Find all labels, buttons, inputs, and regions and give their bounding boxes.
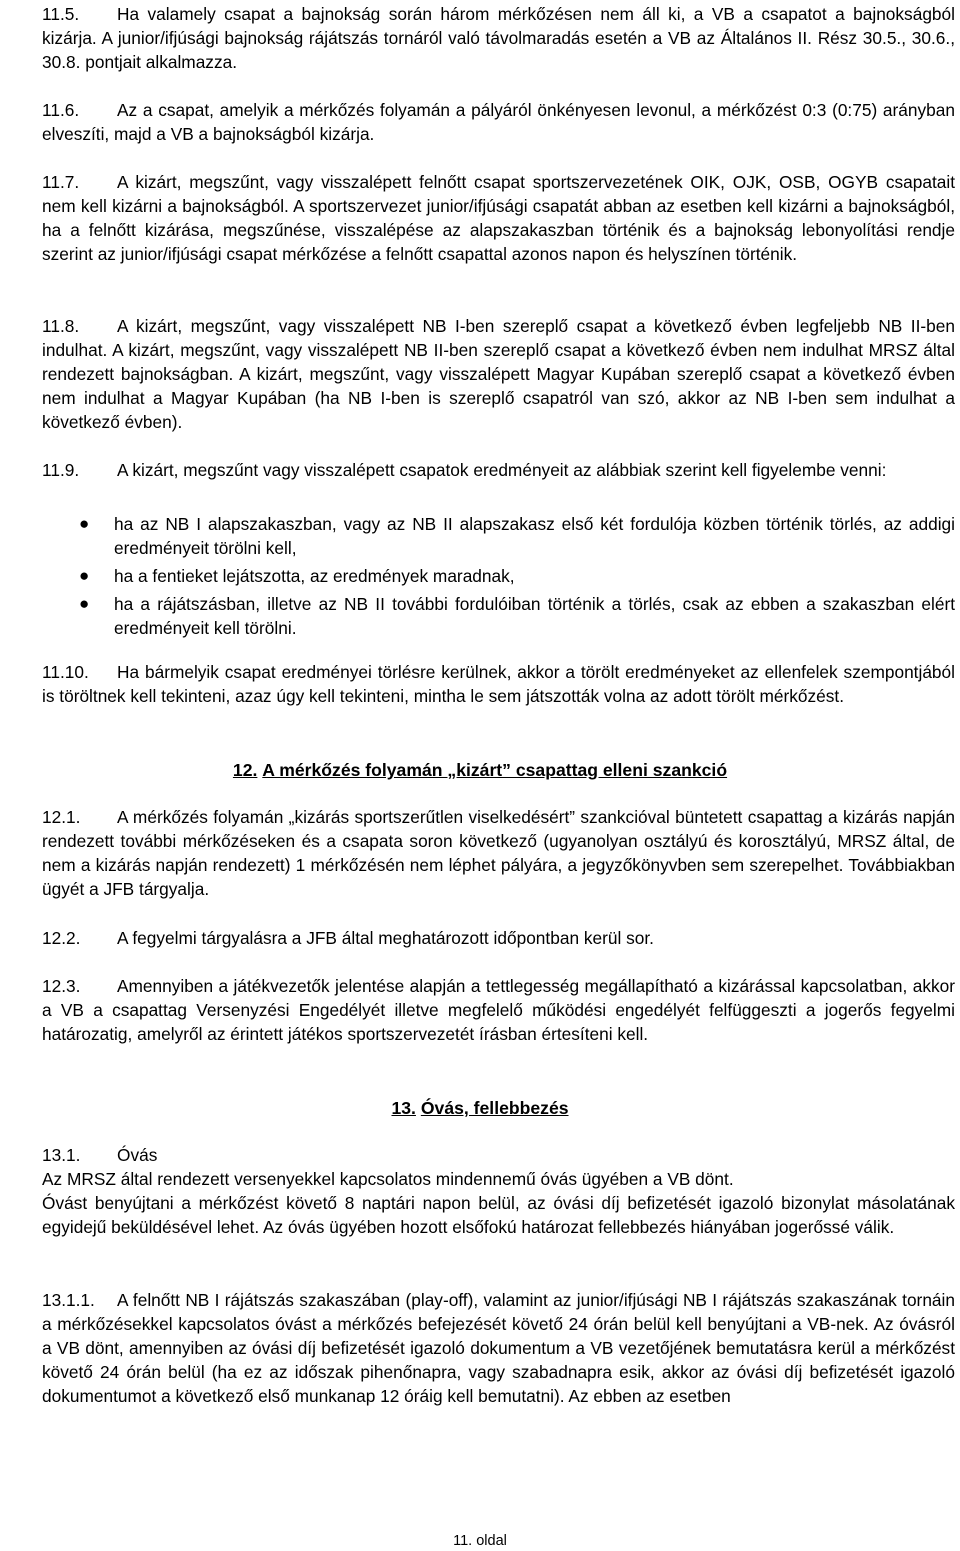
heading-title: Óvás, fellebbezés <box>420 1098 569 1118</box>
paragraph-13-1-title <box>42 1143 955 1167</box>
paragraph-11-6 <box>42 98 955 146</box>
paragraph-text: A fegyelmi tárgyalásra a JFB által meghatározott időpontban kerül sor. <box>117 928 654 948</box>
subsection-title: Óvás <box>117 1145 158 1165</box>
paragraph-text: A kizárt, megszűnt vagy visszalépett csapatok eredményeit az alábbiak szerint kell figyelembe venni: <box>117 460 887 480</box>
section-heading-13 <box>0 1096 960 1120</box>
paragraph-text: A kizárt, megszűnt, vagy visszalépett NB I-ben szereplő csapat a következő évben legfeljebb NB II-ben indulhat. A kizárt, megszűnt, vagy visszalépett NB II-ben szereplő csapat a következő évben nem indulhat MRSZ által rendezett bajnokságban. A kizárt, megszűnt, vagy visszalépett Magyar Kupában szereplő csapat a következő évben nem indulhat a Magyar Kupában (ha NB I-ben is szereplő csapatról van szó, akkor az NB I-ben sem indulhat a következő évben). <box>42 316 955 432</box>
heading-number: 12. <box>232 760 258 780</box>
paragraph-11-8 <box>42 314 955 434</box>
heading-title: A mérkőzés folyamán „kizárt” csapattag elleni szankció <box>262 760 728 780</box>
section-heading-12 <box>0 758 960 782</box>
page-number: 11. oldal <box>453 1533 507 1549</box>
paragraph-11-9 <box>42 458 955 482</box>
paragraph-11-5 <box>42 2 955 74</box>
section-number: 11.10. <box>42 662 89 682</box>
paragraph-text: Az a csapat, amelyik a mérkőzés folyamán a pályáról önkényesen levonul, a mérkőzést 0:3 (0:75) arányban elveszíti, majd a VB a bajnokságból kizárja. <box>42 100 955 144</box>
list-item: ● ha a rájátszásban, illetve az NB II további fordulóiban történik a törlés, csak az ebben a szakaszban elért eredményeit kell törölni. <box>79 594 955 638</box>
list-item: ● ha a fentieket lejátszotta, az eredmények maradnak, <box>79 566 515 586</box>
section-number: 13.1. <box>42 1145 81 1165</box>
paragraph-text: Óvást benyújtani a mérkőzést követő 8 naptári napon belül, az óvási díj befizetését igazoló bizonylat másolatának egyidejű beküldésével lehet. Az óvás ügyében hozott elsőfokú határozat fellebbezés hiányában jogerőssé válik. <box>42 1193 955 1237</box>
section-number: 12.2. <box>42 928 81 948</box>
paragraph-text: Amennyiben a játékvezetők jelentése alapján a tettlegesség megállapítható a kizárással kapcsolatban, akkor a VB a csapattag Versenyzési Engedélyét illetve megfelelő működési engedélyét felfüggeszti a jogerős fegyelmi határozatig, amelyről az érintett játékos sportszervezetét írásban értesíteni kell. <box>42 976 955 1044</box>
paragraph-13-1-1 <box>42 1288 955 1408</box>
paragraph-11-7 <box>42 170 955 266</box>
paragraph-text: A mérkőzés folyamán „kizárás sportszerűtlen viselkedésért” szankcióval büntetett csapattag a kizárás napján rendezett további mérkőzéseken és a csapata soron következő (ugyanolyan osztályú és korosztályú, MRSZ által, de nem a kizárás napján rendezett) 1 mérkőzésén nem léphet pályára, a jegyzőkönyvben sem szerepelhet. Továbbiakban ügyét a JFB tárgyalja. <box>42 807 955 899</box>
section-number: 11.9. <box>42 460 80 480</box>
section-number: 11.6. <box>42 100 80 120</box>
paragraph-text: Ha bármelyik csapat eredményei törlésre kerülnek, akkor a törölt eredményeket az ellenfelek szempontjából is töröltnek kell tekinteni, azaz úgy kell tekinteni, mintha le sem játszották volna az adott törölt mérkőzést. <box>42 662 955 706</box>
paragraph-12-1 <box>42 805 955 901</box>
paragraph-text: Ha valamely csapat a bajnokság során három mérkőzésen nem áll ki, a VB a csapatot a bajnokságból kizárja. A junior/ifjúsági bajnokság rájátszás tornáról való távolmaradás esetén a VB az Általános II. Rész 30.5., 30.6., 30.8. pontjait alkalmazza. <box>42 4 955 72</box>
bullet-list <box>42 512 955 640</box>
paragraph-12-3 <box>42 974 955 1046</box>
paragraph-11-10 <box>42 660 955 708</box>
list-item: ● ha az NB I alapszakaszban, vagy az NB II alapszakasz első két fordulója közben történik törlés, az addigi eredményeit törölni kell, <box>79 514 955 558</box>
heading-number: 13. <box>391 1098 416 1118</box>
paragraph-text: A felnőtt NB I rájátszás szakaszában (play-off), valamint az junior/ifjúsági NB I rájátszás szakaszának tornáin a mérkőzésekkel kapcsolatos óvást a mérkőzés befejezését követő 24 órán belül kell benyújtani a VB-nek. Az óvásról a VB dönt, amennyiben az óvási díj befizetését igazoló dokumentum a VB vezetőjének bemutatásra kerül a mérkőzést követő 24 órán belül (ha ez az időszak pihenőnapra, vagy szabadnapra esik, akkor az óvási díj befizetését igazoló dokumentumot a következő első munkanap 12 óráig kell bemutatni). Az ebben az esetben <box>42 1290 955 1406</box>
paragraph-12-2 <box>42 926 955 950</box>
bullet-icon: ● <box>79 594 90 613</box>
bullet-icon: ● <box>79 514 90 533</box>
section-number: 11.7. <box>42 172 80 192</box>
paragraph-text: A kizárt, megszűnt, vagy visszalépett felnőtt csapat sportszervezetének OIK, OJK, OSB, OGYB csapatait nem kell kizárni a bajnokságból. A sportszervezet junior/ifjúsági csapatát abban az esetben kell kizárni a bajnokságból, ha a felnőtt kizárása, megszűnése, visszalépése az alapszakaszban történik és a bajnokság lebonyolítási rendje szerint az junior/ifjúsági csapat mérkőzése a felnőtt csapattal azonos napon és helyszínen történik. <box>42 172 955 264</box>
paragraph-13-1-line1 <box>42 1167 955 1191</box>
bullet-icon: ● <box>79 566 90 585</box>
section-number: 12.3. <box>42 976 81 996</box>
section-number: 13.1.1. <box>42 1290 95 1310</box>
paragraph-text: Az MRSZ által rendezett versenyekkel kapcsolatos mindennemű óvás ügyében a VB dönt. <box>42 1169 734 1189</box>
section-number: 11.8. <box>42 316 80 336</box>
section-number: 11.5. <box>42 4 80 24</box>
paragraph-13-1-body <box>42 1191 955 1239</box>
section-number: 12.1. <box>42 807 81 827</box>
